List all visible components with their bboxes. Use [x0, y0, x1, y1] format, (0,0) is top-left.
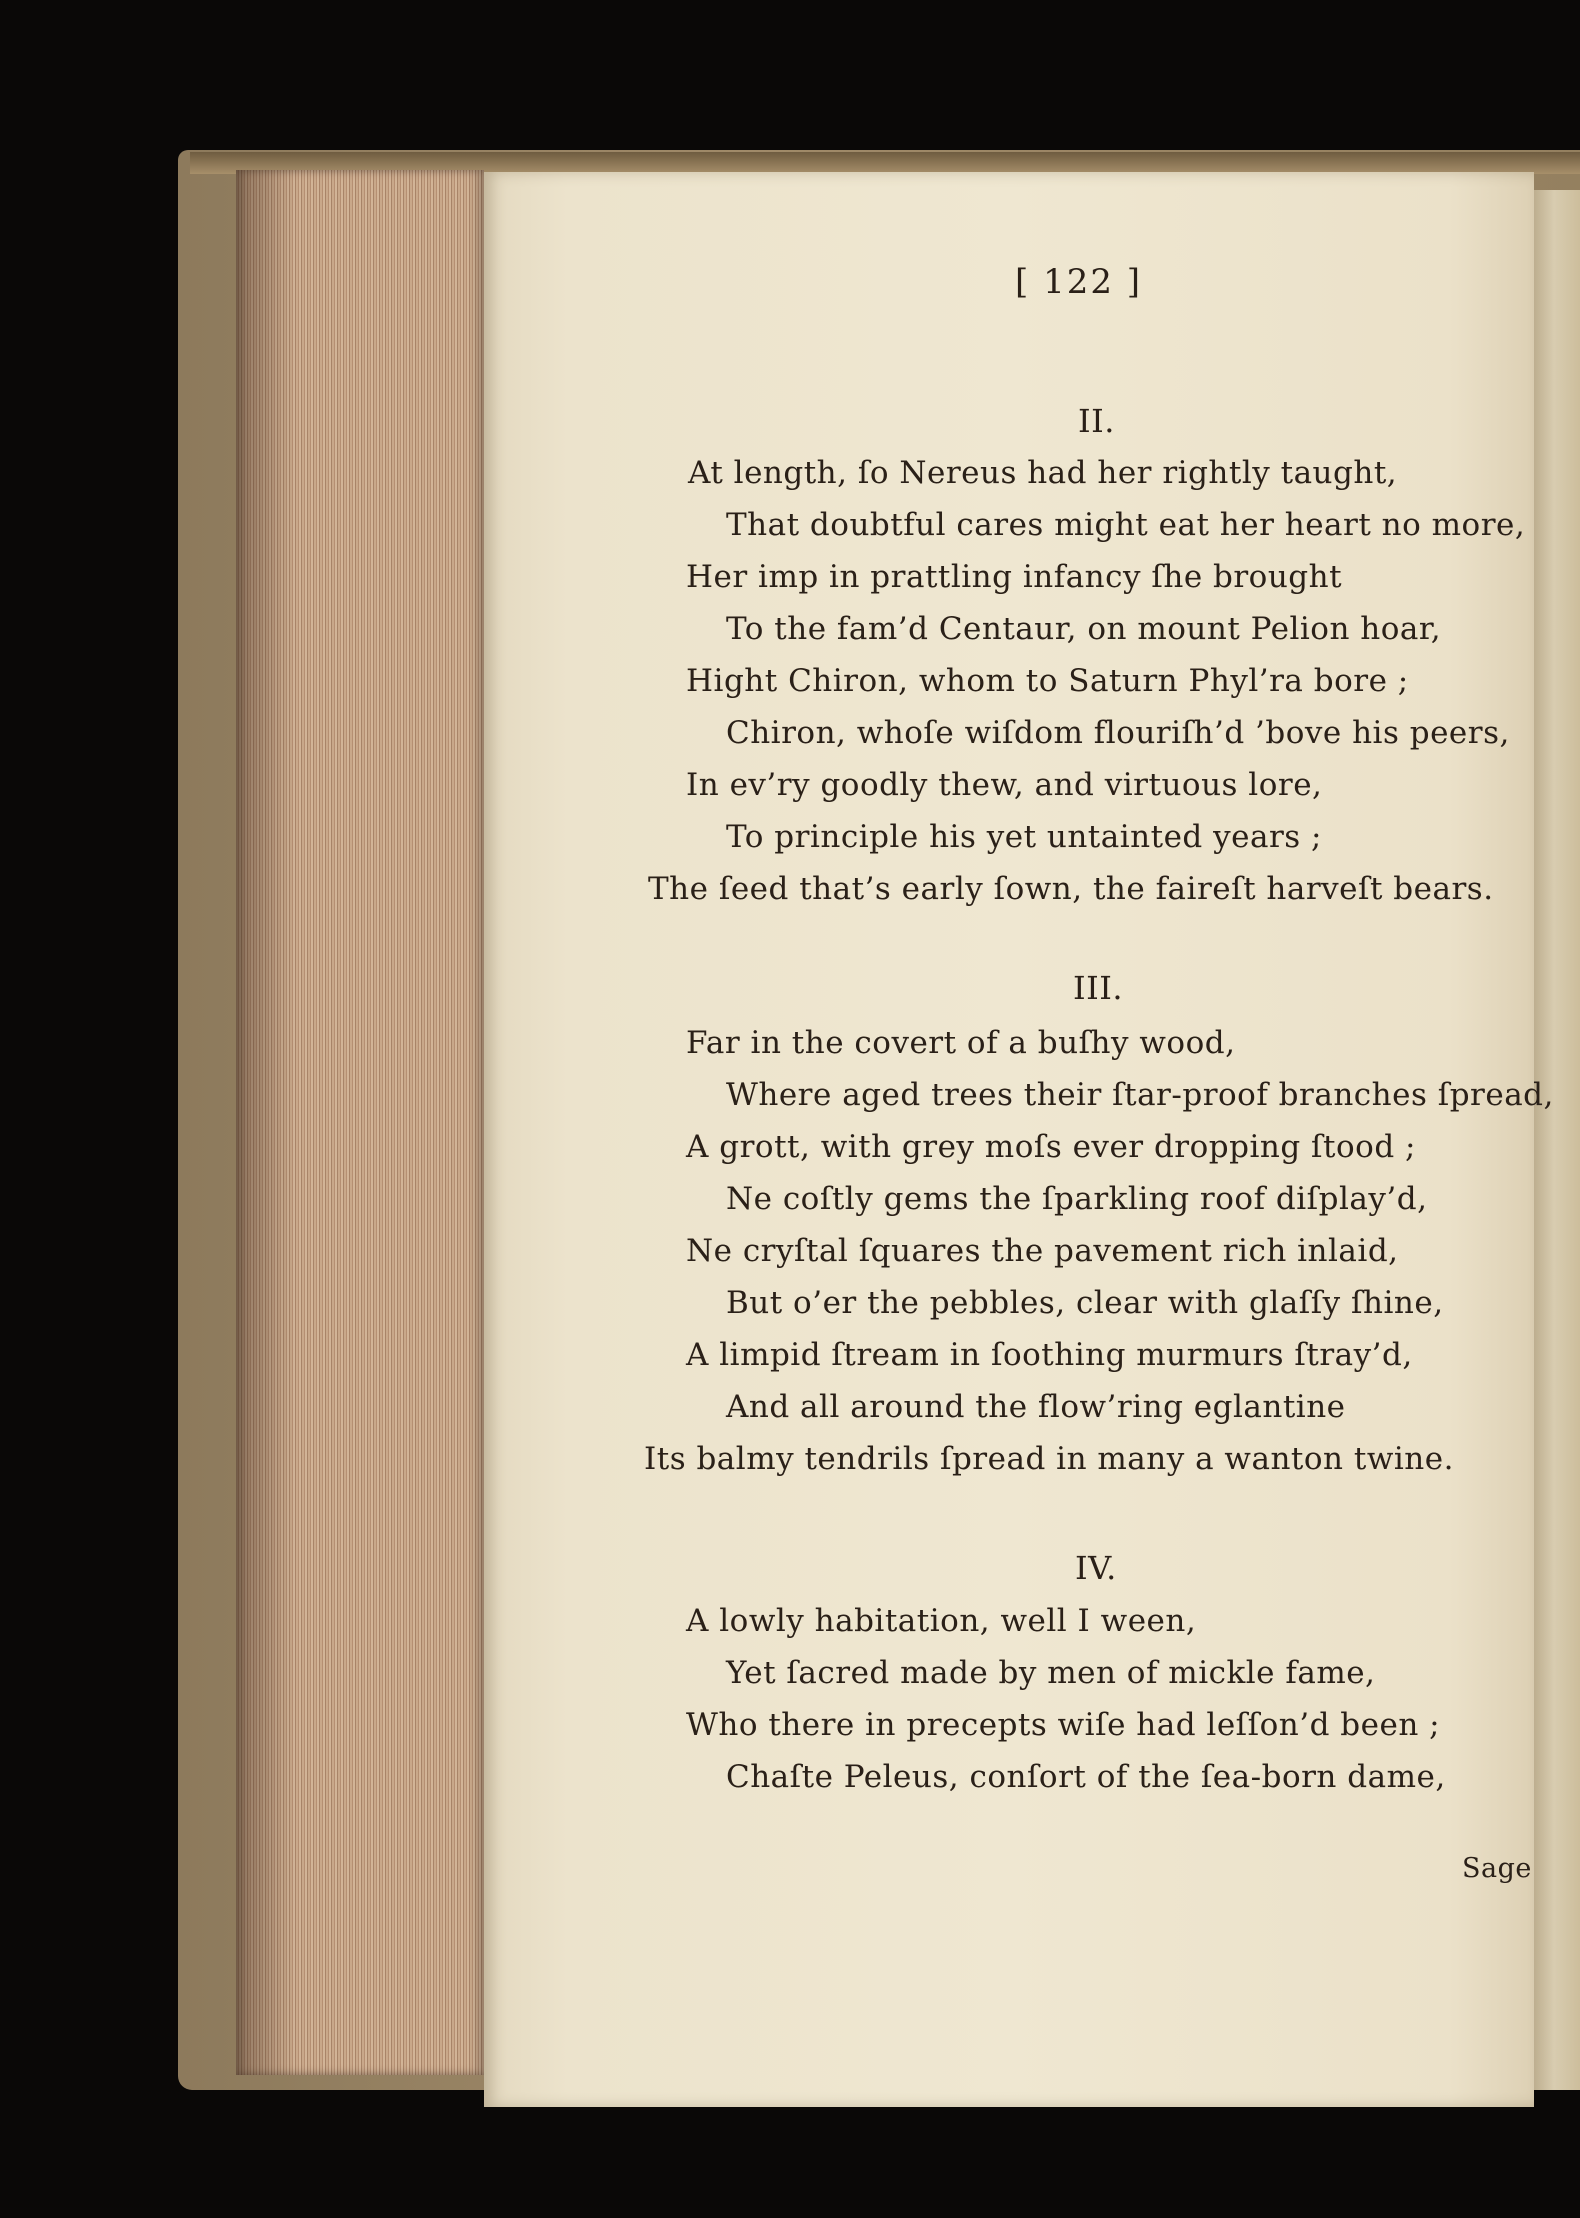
- verse-line: The ſeed that’s early ſown, the faireſt harveſt bears.: [648, 871, 1494, 907]
- stanza-number: II.: [1078, 402, 1115, 440]
- verse-line: Who there in precepts wiſe had leſſon’d been ;: [686, 1707, 1441, 1743]
- verse-line: Ne coſtly gems the ſparkling roof diſplay’d,: [726, 1181, 1428, 1217]
- verse-line: Her imp in prattling infancy ſhe brought: [686, 559, 1343, 595]
- verse-line: Hight Chiron, whom to Saturn Phyl’ra bore ;: [686, 663, 1409, 699]
- verse-line: Yet ſacred made by men of mickle fame,: [726, 1655, 1376, 1691]
- verse-line: Chiron, whoſe wiſdom flouriſh’d ’bove his peers,: [726, 715, 1510, 751]
- verse-line: At length, ſo Nereus had her rightly taught,: [688, 455, 1398, 491]
- stanza-number: III.: [1073, 969, 1124, 1007]
- verse-line: A limpid ſtream in ſoothing murmurs ſtray’d,: [686, 1337, 1413, 1373]
- verse-line: But o’er the pebbles, clear with glaſſy ſhine,: [726, 1285, 1444, 1321]
- verse-line: Where aged trees their ſtar-proof branches ſpread,: [726, 1077, 1554, 1113]
- verse-line: In ev’ry goodly thew, and virtuous lore,: [686, 767, 1323, 803]
- page-number: [ 122 ]: [1015, 262, 1143, 302]
- verse-line: Chaſte Peleus, conſort of the ſea-born dame,: [726, 1759, 1446, 1795]
- page-gutter: [1530, 190, 1580, 2090]
- verse-line: And all around the flow’ring eglantine: [726, 1389, 1346, 1425]
- stanza-number: IV.: [1075, 1549, 1117, 1587]
- verse-line: Far in the covert of a buſhy wood,: [686, 1025, 1236, 1061]
- page-stack-shadow: [236, 170, 296, 2075]
- verse-line: To the fam’d Centaur, on mount Pelion hoar,: [726, 611, 1442, 647]
- verse-line: Ne cryſtal ſquares the pavement rich inlaid,: [686, 1233, 1399, 1269]
- verse-line: To principle his yet untainted years ;: [726, 819, 1322, 855]
- verse-line: A lowly habitation, well I ween,: [686, 1603, 1197, 1639]
- verse-line: That doubtful cares might eat her heart no more,: [726, 507, 1526, 543]
- verse-line: Its balmy tendrils ſpread in many a wanton twine.: [644, 1441, 1454, 1477]
- verse-line: A grott, with grey moſs ever dropping ſtood ;: [686, 1129, 1416, 1165]
- catchword: Sage: [1462, 1853, 1532, 1884]
